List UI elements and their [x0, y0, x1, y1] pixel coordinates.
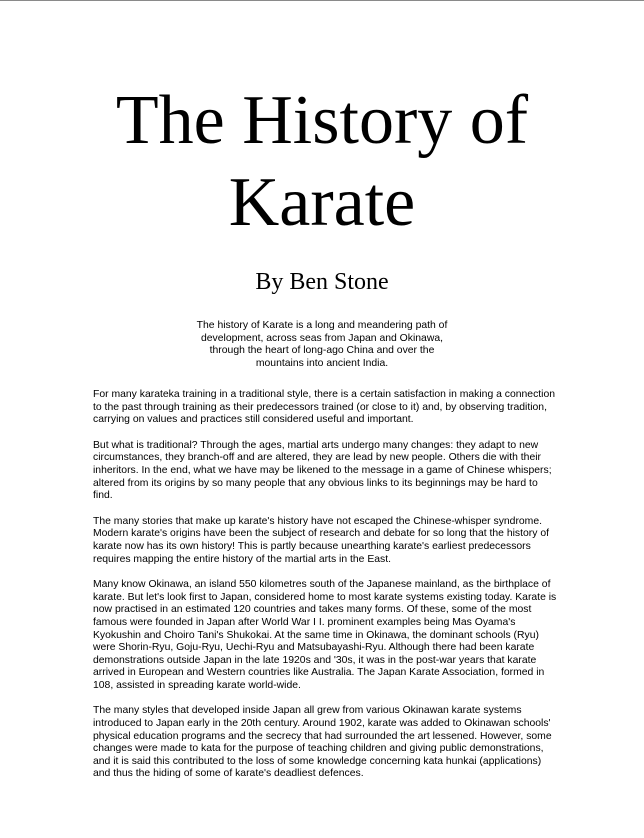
document-title — [0, 80, 644, 244]
abstract-paragraph: The history of Karate is a long and meandering path of development, across seas from Japan and Okinawa, through the heart of long-ago China and over the mountains into ancient India. — [196, 320, 448, 369]
top-divider — [0, 0, 644, 1]
title-line-2: Karate — [228, 164, 416, 241]
body-text — [93, 389, 557, 794]
body-paragraph: For many karateka training in a traditional style, there is a certain satisfaction in making a connection to the past through training as their predecessors trained (or close to it) and, by observing tradition, carrying on values and practices still considered useful and important. — [93, 389, 556, 426]
body-paragraph: The many styles that developed inside Japan all grew from various Okinawan karate systems introduced to Japan early in the 20th century. Around 1902, karate was added to Okinawan schools' physical education programs and the secrecy that had surrounded the art lessened. However, some changes were made to kata for the purpose of teaching children and giving public demonstrations, and it is said this contributed to the loss of some knowledge concerning kata hunkai (applications) and thus the hiding of some of karate's deadliest defences. — [93, 705, 552, 780]
title-line-1: The History of — [115, 82, 529, 159]
body-paragraph: Many know Okinawa, an island 550 kilometres south of the Japanese mainland, as the birthplace of karate. But let's look first to Japan, considered home to most karate systems existing today. Karate is now practised in an estimated 120 countries and takes many forms. Of these, some of the most famous were founded in Japan after World War I I. prominent examples being Mas Oyama's Kyokushin and Choiro Tani's Shukokai. At the same time in Okinawa, the dominant schools (Ryu) were Shorin-Ryu, Goju-Ryu, Uechi-Ryu and Matsubayashi-Ryu. Although there had been karate demonstrations outside Japan in the late 1920s and '30s, it was in the post-war years that karate arrived in European and Western countries like Australia. The Japan Karate Association, formed in 108, assisted in spreading karate world-wide. — [93, 579, 557, 691]
body-paragraph: But what is traditional? Through the ages, martial arts undergo many changes: they adapt to new circumstances, they branch-off and are altered, they are lead by new people. Others die with their inheritors. In the end, what we have may be likened to the message in a game of Chinese whispers; altered from its origins by so many people that any obvious links to its beginnings may be hard to find. — [93, 439, 552, 502]
body-paragraph: The many stories that make up karate's history have not escaped the Chinese-whisper syndrome. Modern karate's origins have been the subject of research and debate for so long that the history of karate now has its own history! This is partly because unearthing karate's earliest predecessors requires mapping the entire history of the martial arts in the East. — [93, 515, 549, 565]
author-byline: By Ben Stone — [255, 269, 389, 295]
